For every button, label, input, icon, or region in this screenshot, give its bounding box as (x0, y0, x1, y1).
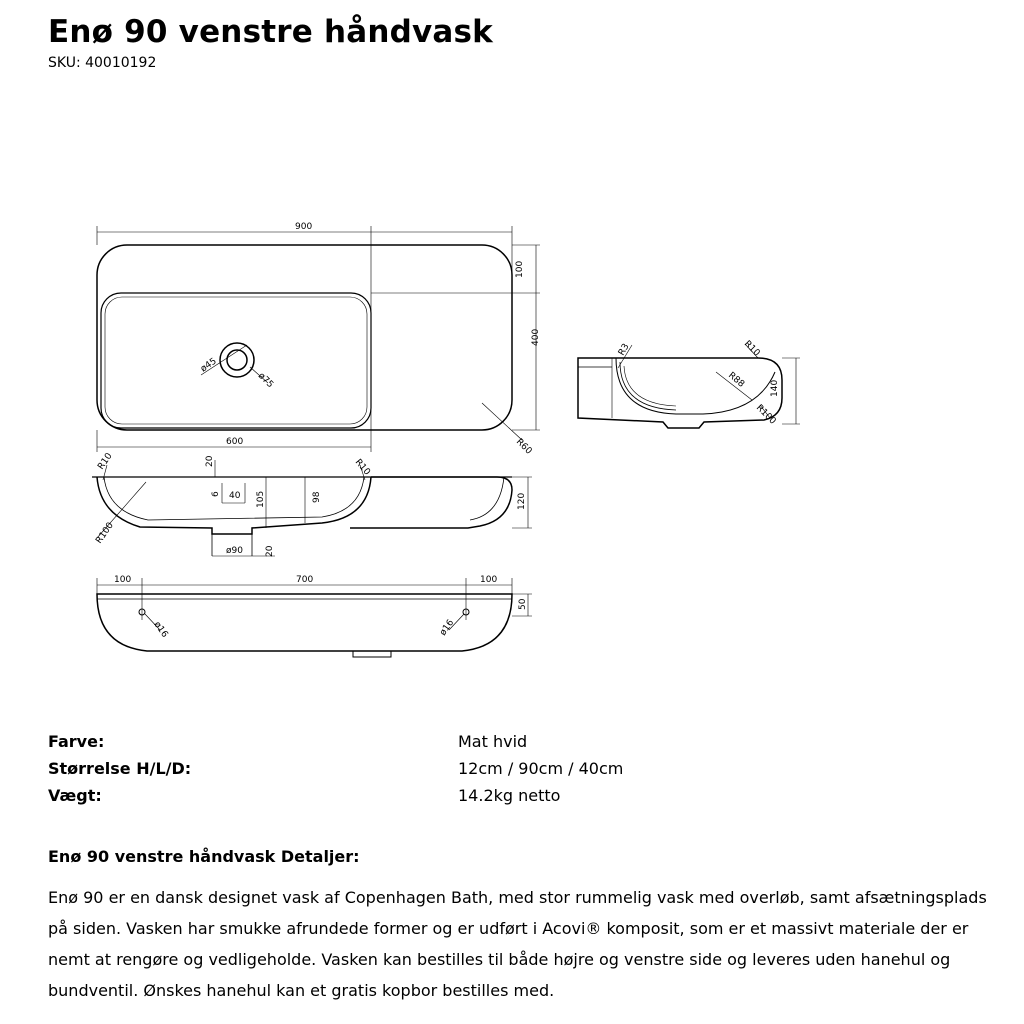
section-dim-40: 40 (229, 491, 241, 501)
side-r100: R100 (753, 403, 778, 427)
spec-label: Størrelse H/L/D: (48, 759, 192, 778)
drain-inner (227, 350, 247, 370)
section-dim-120: 120 (517, 492, 527, 510)
details-body: Enø 90 er en dansk designet vask af Copenhagen Bath, med stor rummelig vask med overløb, samt afsætningsplads på siden. Vasken har smukke afrundede former og er udført i Acovi® komposit, som er et massivt materiale der er nemt at rengøre og vedligeholde. Vasken kan bestilles til både højre og venstre side og leveres uden hanehul og bundventil. Ønskes hanehul kan et gratis kopbor bestilles med. (48, 888, 987, 1000)
section-r10-right: R10 (352, 457, 372, 478)
section-view (92, 457, 532, 556)
section-dim-20-bottom: 20 (265, 545, 275, 557)
basin-outline (97, 245, 512, 430)
bowl-outline (101, 293, 371, 428)
spec-row-weight (48, 785, 988, 812)
front-dia-16-right: ø16 (438, 618, 457, 638)
section-dim-98: 98 (312, 491, 322, 503)
dia-45: ø45 (198, 356, 219, 375)
dim-900: 900 (295, 222, 313, 232)
dim-100: 100 (515, 260, 525, 278)
side-profile (578, 358, 782, 428)
drain-outer (220, 343, 254, 377)
spec-value: 12cm / 90cm / 40cm (458, 759, 624, 778)
spec-label: Vægt: (48, 786, 102, 805)
product-title: Enø 90 venstre håndvask (48, 14, 493, 50)
spec-label: Farve: (48, 732, 105, 751)
side-dim-140: 140 (770, 379, 780, 397)
section-dim-105: 105 (256, 490, 266, 508)
spec-value: Mat hvid (458, 732, 528, 751)
front-dia-16-left: ø16 (151, 619, 170, 640)
side-r3: R3 (616, 342, 632, 358)
front-dim-100-left: 100 (114, 575, 132, 585)
side-r10: R10 (741, 339, 762, 359)
section-r100: R100 (94, 520, 116, 546)
section-dim-6: 6 (211, 491, 221, 497)
spec-row-size (48, 758, 988, 785)
spec-value: 14.2kg netto (458, 786, 561, 805)
side-r88: R88 (726, 370, 747, 390)
product-sku: SKU: 40010192 (48, 55, 157, 71)
front-view (97, 578, 532, 657)
front-dim-50: 50 (518, 598, 528, 610)
section-dia-90: ø90 (226, 546, 243, 556)
r60: R60 (513, 437, 534, 457)
dia-75: ø75 (255, 371, 275, 391)
spec-table (48, 731, 988, 812)
section-profile (97, 477, 371, 534)
section-dim-20-top: 20 (205, 455, 215, 467)
section-r10-left: R10 (96, 451, 115, 472)
dimension-labels (94, 222, 780, 640)
front-dim-700: 700 (296, 575, 314, 585)
dim-400: 400 (531, 328, 541, 346)
details-heading: Enø 90 venstre håndvask Detaljer: (48, 847, 360, 866)
top-view (97, 226, 540, 452)
spec-row-color (48, 731, 988, 758)
dim-600: 600 (226, 437, 244, 447)
front-dim-100-right: 100 (480, 575, 498, 585)
